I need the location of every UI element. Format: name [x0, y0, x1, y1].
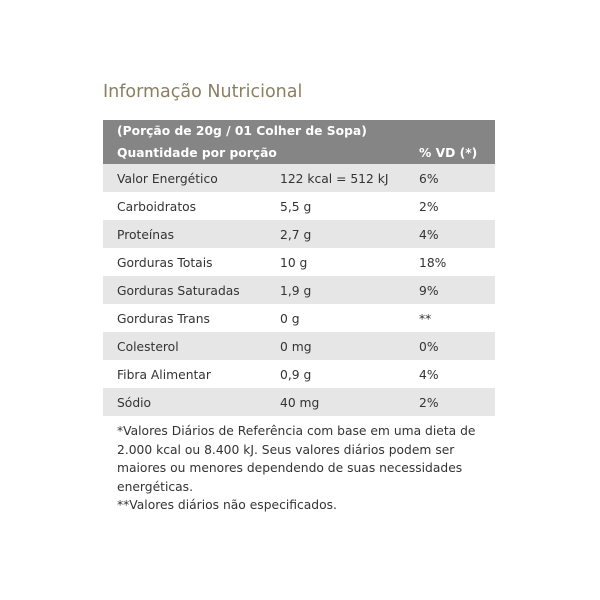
- nutrient-name: Gorduras Saturadas: [117, 284, 240, 298]
- nutrient-name: Fibra Alimentar: [117, 368, 211, 382]
- nutrition-table: [103, 120, 495, 416]
- nutrient-vd: 2%: [419, 396, 439, 410]
- nutrient-name: Colesterol: [117, 340, 179, 354]
- nutrient-amount: 0 mg: [280, 340, 312, 354]
- nutrient-name: Gorduras Totais: [117, 256, 213, 270]
- footnote-line: 2.000 kcal ou 8.400 kJ. Seus valores diários podem ser: [117, 442, 455, 457]
- nutrient-amount: 122 kcal = 512 kJ: [280, 172, 389, 186]
- table-row: [103, 360, 495, 388]
- nutrient-vd: 9%: [419, 284, 439, 298]
- nutrient-amount: 2,7 g: [280, 228, 312, 242]
- nutrient-amount: 0,9 g: [280, 368, 312, 382]
- table-row: [103, 220, 495, 248]
- table-row: [103, 388, 495, 416]
- footnote-line: *Valores Diários de Referência com base em uma dieta de: [117, 424, 476, 438]
- table-row: [103, 276, 495, 304]
- footnote-line: maiores ou menores dependendo de suas necessidades: [117, 461, 463, 475]
- nutrient-name: Carboidratos: [117, 200, 197, 214]
- table-row: [103, 332, 495, 360]
- nutrient-amount: 0 g: [280, 312, 300, 326]
- nutrient-vd: 4%: [419, 368, 439, 382]
- footnote-line: **Valores diários não especificados.: [117, 498, 337, 512]
- table-row: [103, 248, 495, 276]
- nutrient-name: Valor Energético: [117, 172, 218, 186]
- nutrient-amount: 1,9 g: [280, 284, 312, 298]
- nutrient-amount: 5,5 g: [280, 200, 312, 214]
- footnote-line: energéticas.: [117, 479, 193, 494]
- table-header: [103, 120, 495, 164]
- nutrient-vd: **: [419, 312, 432, 326]
- portion-label: (Porção de 20g / 01 Colher de Sopa): [117, 124, 367, 138]
- nutrient-name: Proteínas: [117, 228, 175, 242]
- nutrient-name: Sódio: [117, 396, 152, 410]
- table-row: [103, 192, 495, 220]
- quantity-header: Quantidade por porção: [117, 146, 277, 160]
- nutrient-vd: 2%: [419, 200, 439, 214]
- nutrient-amount: 10 g: [280, 256, 308, 270]
- nutrient-vd: 4%: [419, 228, 439, 242]
- vd-header: % VD (*): [419, 146, 478, 160]
- page-title: Informação Nutricional: [103, 82, 303, 102]
- nutrient-amount: 40 mg: [280, 396, 320, 410]
- nutrient-vd: 6%: [419, 172, 439, 186]
- footnotes: [117, 422, 497, 515]
- table-row: [103, 164, 495, 192]
- table-row: [103, 304, 495, 332]
- nutrient-name: Gorduras Trans: [117, 312, 210, 326]
- nutrient-vd: 0%: [419, 340, 439, 354]
- nutrient-vd: 18%: [419, 256, 447, 270]
